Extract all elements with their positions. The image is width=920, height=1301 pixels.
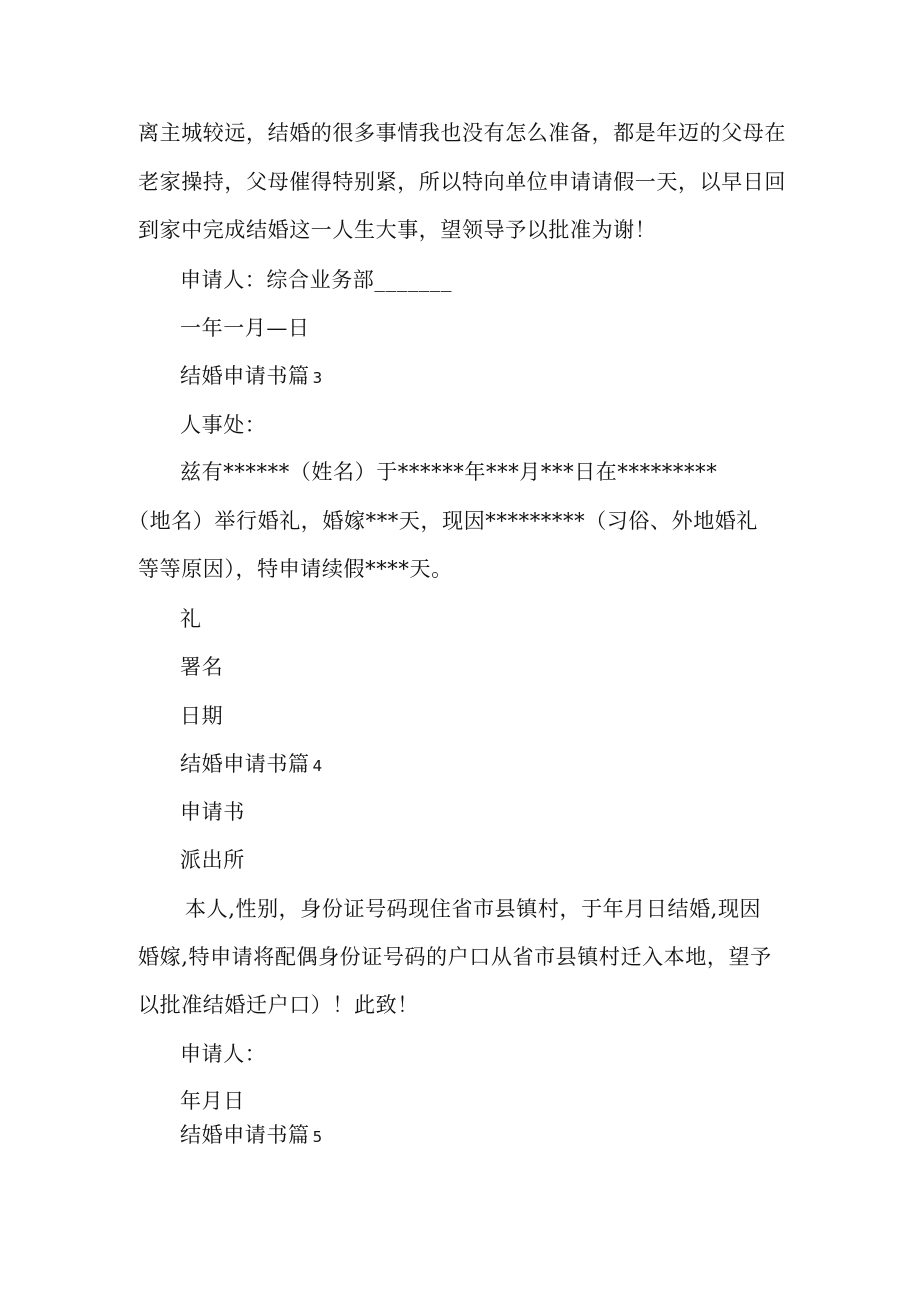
section-number: 5 bbox=[312, 1128, 323, 1146]
paragraph-line: 婚嫁,特申请将配偶身份证号码的户口从省市县镇村迁入本地，望予 bbox=[138, 945, 772, 969]
date-line: 日期 bbox=[180, 704, 224, 728]
section-title-text: 结婚申请书篇 bbox=[180, 364, 310, 388]
signature-line: 署名 bbox=[180, 655, 224, 679]
section-number: 4 bbox=[312, 757, 323, 775]
paragraph-line: （地名）举行婚礼，婚嫁***天，现因*********（习俗、外地婚礼 bbox=[128, 509, 758, 533]
section-title bbox=[180, 1121, 323, 1151]
section-title-text: 结婚申请书篇 bbox=[180, 752, 310, 776]
section-title bbox=[180, 362, 323, 392]
paragraph-line: 到家中完成结婚这一人生大事，望领导予以批准为谢！ bbox=[138, 218, 657, 242]
closing-line: 礼 bbox=[180, 607, 202, 631]
section-number: 3 bbox=[312, 369, 323, 387]
paragraph-line: 老家操持，父母催得特别紧，所以特向单位申请请假一天，以早日回 bbox=[138, 170, 786, 194]
paragraph-line: 离主城较远，结婚的很多事情我也没有怎么准备，都是年迈的父母在 bbox=[138, 121, 786, 145]
section-title bbox=[180, 750, 323, 780]
paragraph-line: 兹有******（姓名）于******年***月***日在********* bbox=[180, 460, 718, 484]
recipient-line: 派出所 bbox=[180, 848, 245, 872]
paragraph-line: 本人,性别，身份证号码现住省市县镇村，于年月日结婚,现因 bbox=[185, 897, 762, 921]
applicant-line: 申请人：综合业务部_______ bbox=[180, 268, 453, 292]
date-line: 一年一月—日 bbox=[180, 316, 310, 340]
section-title-text: 结婚申请书篇 bbox=[180, 1123, 310, 1147]
date-line: 年月日 bbox=[180, 1089, 245, 1113]
paragraph-line: 以批准结婚迁户口）！此致！ bbox=[138, 993, 419, 1017]
recipient-line: 人事处： bbox=[180, 413, 267, 437]
applicant-line: 申请人： bbox=[180, 1042, 267, 1066]
heading-line: 申请书 bbox=[180, 800, 245, 824]
paragraph-line: 等等原因），特申请续假****天。 bbox=[138, 557, 453, 581]
